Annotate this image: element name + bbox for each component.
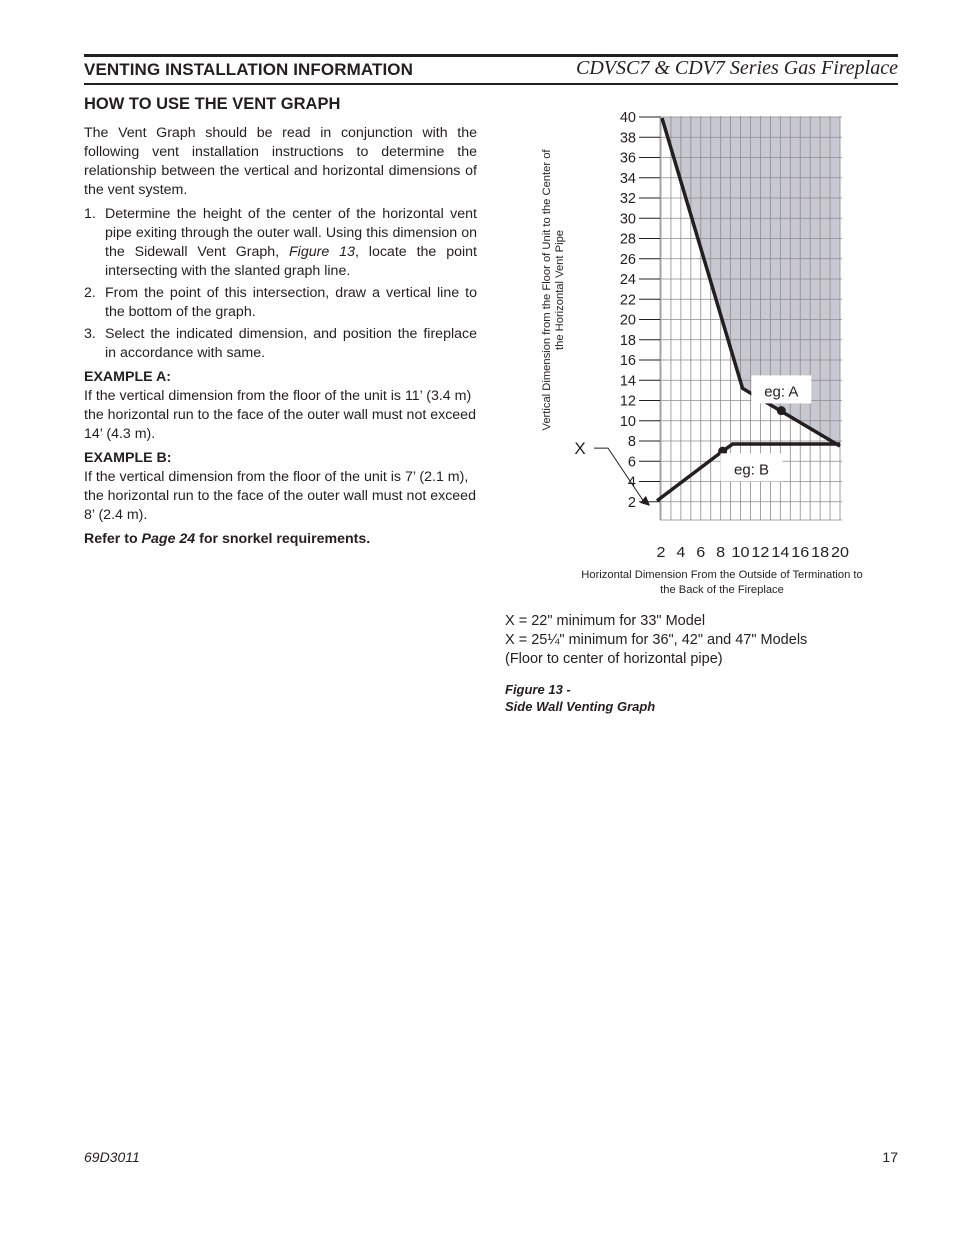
snorkel-reference [84,530,477,549]
example-a-title: EXAMPLE A: [84,369,171,385]
x-tick-label: 12 [751,545,770,561]
step-item [84,205,477,281]
step-item [84,284,477,322]
shaded-region [662,117,840,446]
note-line: X = 25¼" minimum for 36", 42" and 47" Models [505,632,808,648]
figure-caption [505,681,655,715]
x-tick-label: 4 [676,545,686,561]
step-number: 1. [84,206,96,222]
document-number: 69D3011 [84,1149,140,1165]
intro-paragraph: The Vent Graph should be read in conjunction with the following vent installation instructions to determine the relationship between the vertical and horizontal dimensions of the vent system. [84,125,477,198]
steps-list [84,205,477,363]
x-tick-label: 18 [811,545,830,561]
figure-reference: Figure 13 [289,244,355,260]
y-tick-label: 12 [619,393,636,410]
refer-text: Refer to [84,531,142,547]
y-tick-label: 2 [627,494,636,511]
y-axis-title: Vertical Dimension from the Floor of Unit to the Center ofthe Horizontal Vent Pipe [541,149,566,431]
header-rule-bottom [84,83,898,85]
product-title: CDVSC7 & CDV7 Series Gas Fireplace [575,57,898,79]
y-tick-label: 38 [619,130,636,147]
y-tick-label: 22 [619,292,636,309]
y-tick-label: 26 [619,251,636,268]
y-tick-label: 24 [619,272,636,289]
y-tick-label: 10 [619,413,636,430]
label-eg-b: eg: B [733,461,770,479]
section-title: HOW TO USE THE VENT GRAPH [84,95,341,113]
y-tick-label: 40 [619,110,636,127]
page-number: 17 [882,1149,898,1165]
vent-graph [530,100,890,600]
y-tick-label: 32 [619,191,636,208]
y-tick-label: 8 [627,434,636,451]
note-line: (Floor to center of horizontal pipe) [505,651,723,667]
x-leader-line [594,448,644,502]
x-axis-title: Horizontal Dimension From the Outside of Termination to the Back of the Fireplace [581,569,863,596]
y-tick-label: 18 [619,332,636,349]
x-tick-label: 10 [731,545,750,561]
section-header: VENTING INSTALLATION INFORMATION [84,60,414,79]
step-number: 2. [84,285,96,301]
page-reference: Page 24 [141,531,196,547]
y-tick-label: 14 [619,373,636,390]
instructions-column [84,124,477,554]
x-tick-label: 6 [696,545,706,561]
step-item [84,325,477,363]
x-tick-label: 2 [656,545,666,561]
y-tick-label: 6 [627,454,636,471]
step-text: From the point of this intersection, draw a vertical line to the bottom of the graph. [105,285,477,320]
y-tick-label: 4 [627,474,636,491]
label-eg-a: eg: A [764,383,799,401]
x-tick-label: 20 [831,545,850,561]
step-number: 3. [84,326,96,342]
intersection-marker [777,406,786,415]
example-a-text: If the vertical dimension from the floor of the unit is 11’ (3.4 m) the horizontal run to the face of the outer wall must not exceed 14’ (4.3 m). [84,388,476,442]
x-tick-label: 14 [771,545,790,561]
x-tick-label: 8 [716,545,726,561]
y-tick-label: 16 [619,353,636,370]
y-tick-label: 20 [619,312,636,329]
example-b-title: EXAMPLE B: [84,450,172,466]
y-tick-label: 30 [619,211,636,228]
note-line: X = 22" minimum for 33" Model [505,613,706,629]
step-text: Select the indicated dimension, and position the fireplace in accordance with same. [105,326,477,361]
example-b-text: If the vertical dimension from the floor of the unit is 7’ (2.1 m), the horizontal run to the face of the outer wall must not exceed 8’ (2.4 m). [84,469,476,523]
y-tick-label: 34 [619,170,636,187]
x-tick-label: 16 [791,545,810,561]
refer-text: for snorkel requirements. [195,531,371,547]
figure-title: Side Wall Venting Graph [505,699,656,714]
figure-number: Figure 13 - [505,682,571,697]
label-x: X [574,439,586,459]
y-tick-label: 28 [619,231,636,248]
step-text-part: , locate the point intersecting with the slanted graph line. [105,244,477,279]
y-tick-label: 36 [619,150,636,167]
step-text [105,205,477,281]
step-text-part: Determine the height of the center of the horizontal vent pipe exiting through the outer wall. Using this dimension on the Sidewall Vent Graph, [105,206,477,260]
model-notes [505,612,807,669]
